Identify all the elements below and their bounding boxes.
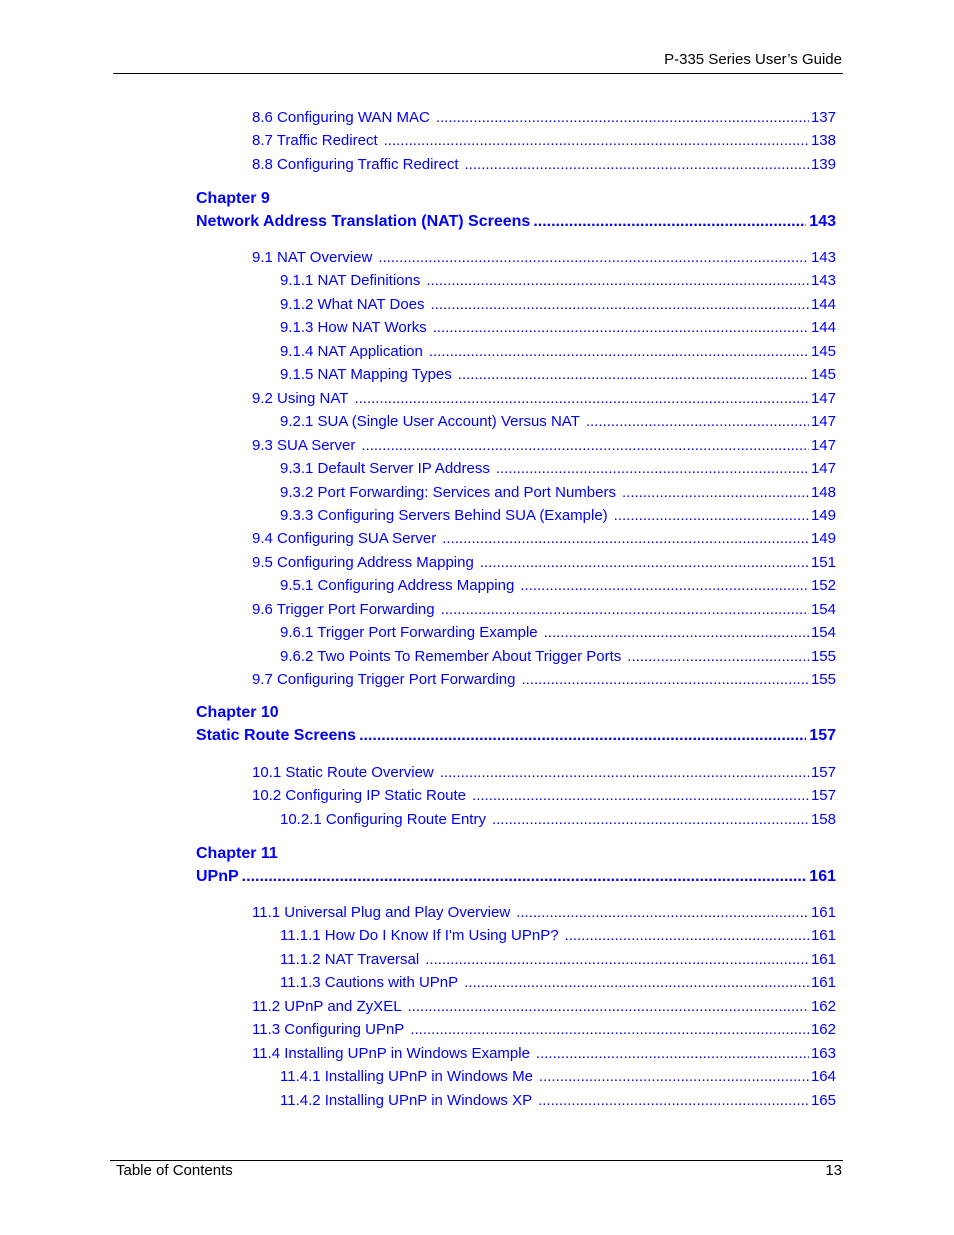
toc-dot-leader <box>464 974 809 991</box>
toc-entry-page: 162 <box>810 1021 836 1038</box>
chapter-title-entry[interactable] <box>196 723 836 745</box>
toc-entry[interactable] <box>280 504 836 524</box>
toc-dot-leader <box>384 132 809 149</box>
toc-entry-page: 147 <box>810 437 836 454</box>
toc-dot-leader <box>538 1092 809 1109</box>
chapter-title: UPnP <box>196 868 239 885</box>
toc-entry[interactable] <box>252 551 836 571</box>
toc-dot-leader <box>492 811 809 828</box>
toc-entry-page: 138 <box>810 132 836 149</box>
toc-entry-page: 161 <box>810 951 836 968</box>
toc-entry[interactable] <box>280 340 836 360</box>
toc-dot-leader <box>441 601 809 618</box>
toc-entry[interactable] <box>252 106 836 126</box>
toc-entry[interactable] <box>280 948 836 968</box>
toc-dot-leader <box>354 390 809 407</box>
toc-dot-leader <box>465 156 809 173</box>
toc-entry[interactable] <box>280 363 836 383</box>
toc-entry[interactable] <box>280 316 836 336</box>
toc-entry[interactable] <box>280 645 836 665</box>
toc-dot-leader <box>496 460 809 477</box>
chapter-title: Network Address Translation (NAT) Screens <box>196 213 531 230</box>
toc-dot-leader <box>361 437 809 454</box>
toc-dot-leader <box>472 787 809 804</box>
toc-dot-leader <box>544 624 809 641</box>
toc-entry-title: 9.1.1 NAT Definitions <box>280 272 421 289</box>
toc-entry-title: 11.1 Universal Plug and Play Overview <box>252 904 511 921</box>
toc-entry[interactable] <box>280 269 836 289</box>
toc-entry-title: 9.1.4 NAT Application <box>280 343 423 360</box>
toc-entry-title: 9.4 Configuring SUA Server <box>252 530 437 547</box>
toc-entry[interactable] <box>252 901 836 921</box>
toc-entry-page: 145 <box>810 366 836 383</box>
page-header-title: P-335 Series User’s Guide <box>664 51 842 68</box>
toc-entry-title: 11.2 UPnP and ZyXEL <box>252 998 402 1015</box>
toc-entry-title: 11.4 Installing UPnP in Windows Example <box>252 1045 530 1062</box>
toc-entry-title: 9.6.2 Two Points To Remember About Trigger Ports <box>280 648 622 665</box>
toc-dot-leader <box>458 366 809 383</box>
toc-dot-leader <box>425 951 809 968</box>
toc-dot-leader <box>520 577 809 594</box>
toc-entry[interactable] <box>280 481 836 501</box>
toc-entry[interactable] <box>280 924 836 944</box>
toc-entry-title: 11.1.3 Cautions with UPnP <box>280 974 459 991</box>
toc-entry[interactable] <box>252 784 836 804</box>
toc-entry-title: 10.2 Configuring IP Static Route <box>252 787 467 804</box>
toc-entry[interactable] <box>280 410 836 430</box>
toc-entry-page: 161 <box>810 974 836 991</box>
toc-entry-title: 11.4.1 Installing UPnP in Windows Me <box>280 1068 533 1085</box>
footer-section-title: Table of Contents <box>116 1162 233 1179</box>
toc-entry-title: 9.5.1 Configuring Address Mapping <box>280 577 515 594</box>
toc-dot-leader <box>359 727 806 745</box>
toc-entry[interactable] <box>252 1042 836 1062</box>
toc-entry-page: 152 <box>810 577 836 594</box>
toc-dot-leader <box>440 764 809 781</box>
toc-entry-title: 9.1 NAT Overview <box>252 249 373 266</box>
toc-entry[interactable] <box>280 971 836 991</box>
toc-entry[interactable] <box>252 995 836 1015</box>
toc-entry-page: 139 <box>810 156 836 173</box>
chapter-label[interactable]: Chapter 9 <box>196 190 270 207</box>
toc-entry-title: 9.3.1 Default Server IP Address <box>280 460 490 477</box>
toc-entry-title: 11.1.2 NAT Traversal <box>280 951 420 968</box>
toc-entry-page: 144 <box>810 296 836 313</box>
chapter-title-entry[interactable] <box>196 864 836 886</box>
chapter-page: 161 <box>809 868 836 885</box>
toc-entry-page: 155 <box>810 648 836 665</box>
toc-entry-title: 11.3 Configuring UPnP <box>252 1021 405 1038</box>
toc-entry-title: 8.6 Configuring WAN MAC <box>252 109 430 126</box>
toc-dot-leader <box>521 671 809 688</box>
toc-entry-page: 157 <box>810 764 836 781</box>
footer-page-number: 13 <box>825 1162 842 1179</box>
toc-dot-leader <box>426 272 809 289</box>
toc-dot-leader <box>586 413 809 430</box>
toc-dot-leader <box>614 507 809 524</box>
toc-entry-page: 143 <box>810 272 836 289</box>
toc-entry[interactable] <box>280 1089 836 1109</box>
toc-entry[interactable] <box>280 808 836 828</box>
toc-dot-leader <box>539 1068 809 1085</box>
chapter-label[interactable]: Chapter 11 <box>196 845 278 862</box>
toc-dot-leader <box>410 1021 809 1038</box>
toc-entry-title: 9.7 Configuring Trigger Port Forwarding <box>252 671 516 688</box>
toc-entry-page: 147 <box>810 413 836 430</box>
toc-entry[interactable] <box>252 387 836 407</box>
toc-entry-page: 137 <box>810 109 836 126</box>
toc-entry-page: 154 <box>810 601 836 618</box>
toc-entry[interactable] <box>280 574 836 594</box>
toc-entry[interactable] <box>280 293 836 313</box>
toc-entry-title: 9.5 Configuring Address Mapping <box>252 554 474 571</box>
toc-dot-leader <box>429 343 809 360</box>
toc-entry-page: 154 <box>810 624 836 641</box>
toc-dot-leader <box>565 927 809 944</box>
toc-entry-page: 143 <box>810 249 836 266</box>
toc-dot-leader <box>536 1045 809 1062</box>
chapter-title-entry[interactable] <box>196 209 836 231</box>
toc-dot-leader <box>442 530 809 547</box>
toc-dot-leader <box>436 109 809 126</box>
toc-entry-title: 9.3.2 Port Forwarding: Services and Port Numbers <box>280 484 616 501</box>
toc-dot-leader <box>480 554 809 571</box>
toc-entry-page: 149 <box>810 507 836 524</box>
chapter-title: Static Route Screens <box>196 727 357 744</box>
toc-entry-page: 151 <box>810 554 836 571</box>
chapter-page: 157 <box>809 727 836 744</box>
toc-dot-leader <box>431 296 809 313</box>
toc-entry[interactable] <box>252 1018 836 1038</box>
toc-entry[interactable] <box>252 598 836 618</box>
toc-entry-title: 11.1.1 How Do I Know If I'm Using UPnP? <box>280 927 559 944</box>
chapter-label[interactable]: Chapter 10 <box>196 704 279 721</box>
toc-entry-page: 155 <box>810 671 836 688</box>
toc-entry-page: 148 <box>810 484 836 501</box>
toc-entry-title: 8.7 Traffic Redirect <box>252 132 378 149</box>
toc-entry-page: 157 <box>810 787 836 804</box>
toc-entry-title: 9.2 Using NAT <box>252 390 349 407</box>
toc-entry-page: 163 <box>810 1045 836 1062</box>
toc-dot-leader <box>242 868 807 886</box>
toc-entry-title: 9.6 Trigger Port Forwarding <box>252 601 435 618</box>
header-rule <box>113 73 843 74</box>
chapter-page: 143 <box>809 213 836 230</box>
toc-entry[interactable] <box>252 434 836 454</box>
toc-entry-page: 145 <box>810 343 836 360</box>
toc-entry[interactable] <box>252 668 836 688</box>
toc-entry[interactable] <box>280 457 836 477</box>
toc-dot-leader <box>433 319 809 336</box>
toc-dot-leader <box>627 648 809 665</box>
toc-dot-leader <box>378 249 809 266</box>
toc-entry-title: 10.2.1 Configuring Route Entry <box>280 811 486 828</box>
toc-entry-title: 9.1.3 How NAT Works <box>280 319 427 336</box>
toc-entry-title: 9.3.3 Configuring Servers Behind SUA (Example) <box>280 507 608 524</box>
toc-entry-title: 11.4.2 Installing UPnP in Windows XP <box>280 1092 533 1109</box>
toc-entry-page: 158 <box>810 811 836 828</box>
toc-entry-page: 147 <box>810 460 836 477</box>
toc-entry-title: 9.6.1 Trigger Port Forwarding Example <box>280 624 538 641</box>
toc-entry[interactable] <box>252 527 836 547</box>
toc-entry-title: 9.1.5 NAT Mapping Types <box>280 366 452 383</box>
toc-entry-page: 147 <box>810 390 836 407</box>
toc-dot-leader <box>533 213 806 231</box>
toc-entry-title: 10.1 Static Route Overview <box>252 764 434 781</box>
toc-entry[interactable] <box>252 761 836 781</box>
toc-entry-title: 9.2.1 SUA (Single User Account) Versus NAT <box>280 413 580 430</box>
toc-entry-page: 165 <box>810 1092 836 1109</box>
toc-dot-leader <box>622 484 809 501</box>
toc-entry-page: 161 <box>810 927 836 944</box>
toc-entry-title: 8.8 Configuring Traffic Redirect <box>252 156 459 173</box>
toc-entry-title: 9.1.2 What NAT Does <box>280 296 425 313</box>
toc-entry-page: 164 <box>810 1068 836 1085</box>
toc-entry-page: 162 <box>810 998 836 1015</box>
toc-entry[interactable] <box>280 621 836 641</box>
toc-dot-leader <box>408 998 809 1015</box>
toc-entry[interactable] <box>252 246 836 266</box>
toc-entry[interactable] <box>280 1065 836 1085</box>
toc-entry-page: 161 <box>810 904 836 921</box>
toc-entry-page: 149 <box>810 530 836 547</box>
toc-entry-title: 9.3 SUA Server <box>252 437 356 454</box>
toc-entry-page: 144 <box>810 319 836 336</box>
toc-entry[interactable] <box>252 153 836 173</box>
toc-dot-leader <box>516 904 809 921</box>
footer-rule <box>110 1160 843 1161</box>
toc-entry[interactable] <box>252 129 836 149</box>
